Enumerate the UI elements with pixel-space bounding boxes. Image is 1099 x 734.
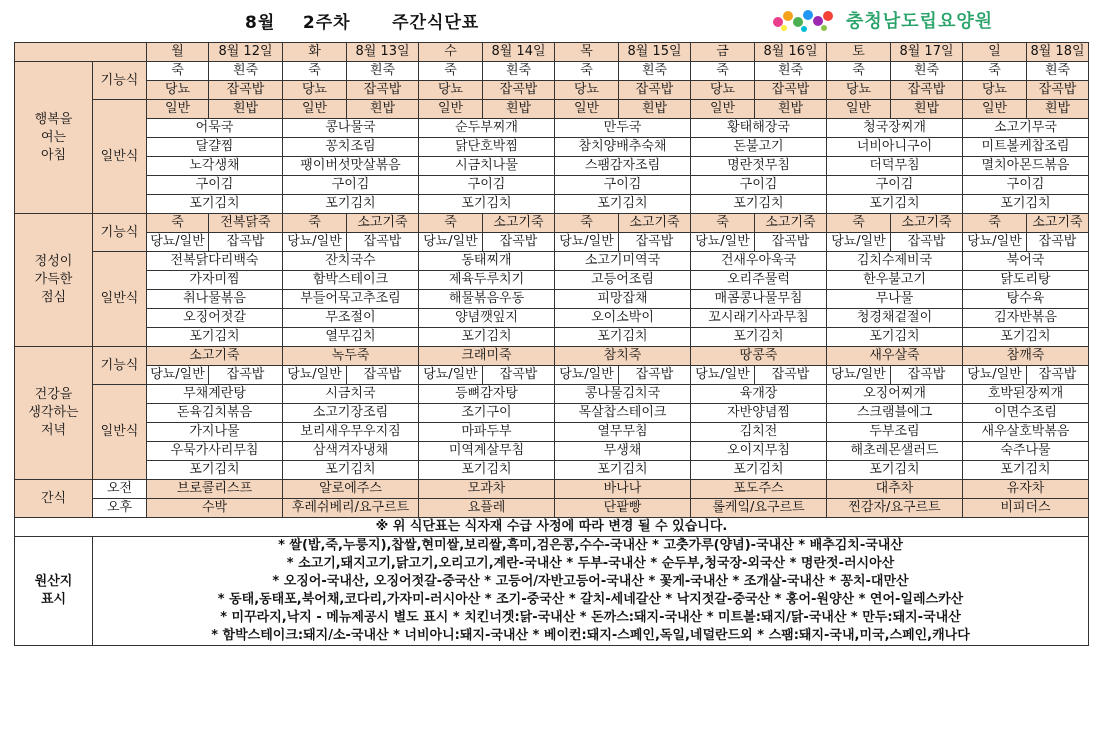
menu-item: 멸치아몬드볶음 <box>963 157 1089 176</box>
menu-item: 고등어조림 <box>555 271 691 290</box>
menu-item: 포기김치 <box>963 328 1089 347</box>
porridge-type: 전복닭죽 <box>209 214 283 233</box>
change-notice: ※ 위 식단표는 식자재 수급 사정에 따라 변경 될 수 있습니다. <box>15 518 1089 537</box>
menu-item: 삼색겨자냉채 <box>283 442 419 461</box>
menu-item: 피망잡채 <box>555 290 691 309</box>
rice-type: 잡곡밥 <box>209 81 283 100</box>
rice-type: 잡곡밥 <box>347 366 419 385</box>
cell-line: 표시 <box>40 592 67 607</box>
day-date: 8월 14일 <box>483 43 555 62</box>
porridge-type: 죽 <box>283 214 347 233</box>
menu-item: 무채계란탕 <box>147 385 283 404</box>
menu-item: 미역계살무침 <box>419 442 555 461</box>
cell-line: 행복을 <box>34 111 73 127</box>
menu-item: 닭단호박찜 <box>419 138 555 157</box>
porridge-type: 흰죽 <box>209 62 283 81</box>
porridge-type: 죽 <box>419 62 483 81</box>
diet-type: 당뇨 <box>827 81 891 100</box>
porridge-type: 죽 <box>691 214 755 233</box>
gen-label: 일반식 <box>93 100 147 214</box>
diet-type: 당뇨/일반 <box>419 366 483 385</box>
menu-item: 호박된장찌개 <box>963 385 1089 404</box>
menu-item: 탕수육 <box>963 290 1089 309</box>
porridge-type: 흰죽 <box>619 62 691 81</box>
cell-line: * 함박스테이크:돼지/소-국내산 * 너비아니:돼지-국내산 * 베이컨:돼지-스페인,독일,네덜란드외 * 스팸:돼지-국내,미국,스페인,캐나다 <box>211 628 970 643</box>
rice-type: 잡곡밥 <box>483 366 555 385</box>
menu-item: 이면수조림 <box>963 404 1089 423</box>
section-dinner-label <box>15 347 93 480</box>
menu-item: 함박스테이크 <box>283 271 419 290</box>
snack-item: 후레쉬베리/요구르트 <box>283 499 419 518</box>
menu-item: 무나물 <box>827 290 963 309</box>
page-title: 8월 2주차 주간식단표 <box>245 13 480 33</box>
menu-item: 돈불고기 <box>691 138 827 157</box>
menu-item: 순두부찌개 <box>419 119 555 138</box>
menu-item: 육개장 <box>691 385 827 404</box>
menu-item: 오이소박이 <box>555 309 691 328</box>
menu-item: 포기김치 <box>147 461 283 480</box>
snack-item: 요플레 <box>419 499 555 518</box>
menu-item: 건새우아욱국 <box>691 252 827 271</box>
diet-type: 일반 <box>283 100 347 119</box>
cell-line: 원산지 <box>34 574 73 589</box>
diet-type: 당뇨/일반 <box>147 366 209 385</box>
menu-item: 청국장찌개 <box>827 119 963 138</box>
snack-item: 롤케잌/요구르트 <box>691 499 827 518</box>
porridge-type: 죽 <box>555 62 619 81</box>
section-lunch-label <box>15 214 93 347</box>
porridge-type: 죽 <box>555 214 619 233</box>
menu-item: 포기김치 <box>827 328 963 347</box>
menu-item: 부들어묵고추조림 <box>283 290 419 309</box>
menu-item: 포기김치 <box>691 195 827 214</box>
menu-item: 스팸감자조림 <box>555 157 691 176</box>
origin-label <box>15 537 93 646</box>
day-date: 8월 16일 <box>755 43 827 62</box>
menu-item: 포기김치 <box>691 461 827 480</box>
menu-item: 구이김 <box>827 176 963 195</box>
diet-type: 일반 <box>555 100 619 119</box>
diet-type: 당뇨/일반 <box>419 233 483 252</box>
menu-item: 콩나물국 <box>283 119 419 138</box>
cell-line: 건강을 <box>34 387 73 402</box>
menu-item: 꽁치조림 <box>283 138 419 157</box>
menu-item: 포기김치 <box>555 195 691 214</box>
menu-item: 포기김치 <box>691 328 827 347</box>
porridge-type: 참깨죽 <box>963 347 1089 366</box>
snack-am-label: 오전 <box>93 480 147 499</box>
porridge-type: 소고기죽 <box>619 214 691 233</box>
rice-type: 잡곡밥 <box>483 233 555 252</box>
cell-line: 여는 <box>40 129 67 145</box>
menu-item: 포기김치 <box>827 195 963 214</box>
porridge-type: 소고기죽 <box>347 214 419 233</box>
rice-type: 잡곡밥 <box>755 81 827 100</box>
menu-item: 너비아니구이 <box>827 138 963 157</box>
rice-type: 잡곡밥 <box>891 366 963 385</box>
porridge-type: 소고기죽 <box>755 214 827 233</box>
menu-item: 포기김치 <box>419 328 555 347</box>
day-date: 8월 17일 <box>891 43 963 62</box>
func-label: 기능식 <box>93 62 147 100</box>
diet-type: 당뇨 <box>283 81 347 100</box>
menu-item: 청경채겉절이 <box>827 309 963 328</box>
rice-type: 잡곡밥 <box>347 81 419 100</box>
menu-item: 포기김치 <box>283 461 419 480</box>
diet-type: 당뇨/일반 <box>691 366 755 385</box>
day-date: 8월 18일 <box>1027 43 1089 62</box>
diet-type: 당뇨/일반 <box>963 233 1027 252</box>
rice-type: 잡곡밥 <box>755 233 827 252</box>
menu-item: 소고기장조림 <box>283 404 419 423</box>
porridge-type: 죽 <box>691 62 755 81</box>
porridge-type: 죽 <box>147 62 209 81</box>
porridge-type: 죽 <box>963 214 1027 233</box>
menu-item: 자반양념찜 <box>691 404 827 423</box>
cell-line: * 소고기,돼지고기,닭고기,오리고기,계란-국내산 * 두부-국내산 * 순두부,청국장-외국산 * 명란젓-러시아산 <box>286 556 895 571</box>
day-name: 화 <box>283 43 347 62</box>
menu-item: 포기김치 <box>147 195 283 214</box>
snack-item: 대추차 <box>827 480 963 499</box>
rice-type: 흰밥 <box>891 100 963 119</box>
porridge-type: 죽 <box>419 214 483 233</box>
diet-type: 당뇨 <box>419 81 483 100</box>
menu-item: 팽이버섯맛살볶음 <box>283 157 419 176</box>
snack-item: 유자차 <box>963 480 1089 499</box>
menu-table <box>14 42 1089 646</box>
menu-item: 콩나물김치국 <box>555 385 691 404</box>
menu-item: 한우불고기 <box>827 271 963 290</box>
snack-item: 수박 <box>147 499 283 518</box>
day-date: 8월 12일 <box>209 43 283 62</box>
menu-item: 포기김치 <box>963 461 1089 480</box>
menu-item: 취나물볶음 <box>147 290 283 309</box>
menu-item: 소고기무국 <box>963 119 1089 138</box>
diet-type: 당뇨/일반 <box>963 366 1027 385</box>
rice-type: 잡곡밥 <box>347 233 419 252</box>
menu-item: 열무무침 <box>555 423 691 442</box>
section-breakfast-label <box>15 62 93 214</box>
menu-item: 닭도리탕 <box>963 271 1089 290</box>
page-header <box>0 0 1099 42</box>
menu-item: 김치수제비국 <box>827 252 963 271</box>
menu-item: 등뼈감자탕 <box>419 385 555 404</box>
func-label: 기능식 <box>93 214 147 252</box>
diet-type: 일반 <box>419 100 483 119</box>
menu-item: 숙주나물 <box>963 442 1089 461</box>
porridge-type: 흰죽 <box>891 62 963 81</box>
porridge-type: 죽 <box>827 62 891 81</box>
menu-item: 포기김치 <box>419 195 555 214</box>
porridge-type: 크래미죽 <box>419 347 555 366</box>
porridge-type: 흰죽 <box>755 62 827 81</box>
diet-type: 당뇨 <box>147 81 209 100</box>
snack-pm-label: 오후 <box>93 499 147 518</box>
cell-line: 가득한 <box>34 272 73 287</box>
origin-list <box>93 537 1089 646</box>
menu-item: 포기김치 <box>555 461 691 480</box>
rice-type: 잡곡밥 <box>1027 81 1089 100</box>
menu-item: 더덕무침 <box>827 157 963 176</box>
menu-item: 오이지무침 <box>691 442 827 461</box>
cell-line: 정성이 <box>34 254 73 269</box>
porridge-type: 죽 <box>283 62 347 81</box>
menu-item: 해물볶음우동 <box>419 290 555 309</box>
menu-item: 오징어찌개 <box>827 385 963 404</box>
section-snack-label: 간식 <box>15 480 93 518</box>
menu-item: 황태해장국 <box>691 119 827 138</box>
menu-item: 포기김치 <box>555 328 691 347</box>
menu-item: 포기김치 <box>283 195 419 214</box>
menu-item: 제육두루치기 <box>419 271 555 290</box>
menu-item: 두부조림 <box>827 423 963 442</box>
porridge-type: 죽 <box>827 214 891 233</box>
menu-item: 포기김치 <box>827 461 963 480</box>
rice-type: 잡곡밥 <box>891 81 963 100</box>
menu-item: 돈육김치볶음 <box>147 404 283 423</box>
diet-type: 당뇨/일반 <box>691 233 755 252</box>
menu-item: 포기김치 <box>147 328 283 347</box>
cell-line: 저녁 <box>40 423 67 438</box>
cell-line: 점심 <box>40 290 67 305</box>
day-name: 월 <box>147 43 209 62</box>
rice-type: 흰밥 <box>619 100 691 119</box>
day-name: 목 <box>555 43 619 62</box>
menu-item: 해초레몬샐러드 <box>827 442 963 461</box>
snack-item: 포도주스 <box>691 480 827 499</box>
menu-item: 만두국 <box>555 119 691 138</box>
menu-item: 잔치국수 <box>283 252 419 271</box>
diet-type: 당뇨/일반 <box>283 366 347 385</box>
rice-type: 잡곡밥 <box>1027 366 1089 385</box>
menu-item: 새우살호박볶음 <box>963 423 1089 442</box>
snack-item: 찐감자/요구르트 <box>827 499 963 518</box>
menu-item: 매콤콩나물무침 <box>691 290 827 309</box>
rice-type: 흰밥 <box>1027 100 1089 119</box>
porridge-type: 소고기죽 <box>891 214 963 233</box>
menu-item: 스크램블에그 <box>827 404 963 423</box>
func-label: 기능식 <box>93 347 147 385</box>
menu-item: 오리주물럭 <box>691 271 827 290</box>
rice-type: 잡곡밥 <box>1027 233 1089 252</box>
menu-item: 가지나물 <box>147 423 283 442</box>
cell-line: * 동태,동태포,북어채,코다리,가자미-러시아산 * 조기-중국산 * 갈치-세네갈산 * 낙지젓갈-중국산 * 홍어-원양산 * 연어-일레스카산 <box>217 592 964 607</box>
menu-item: 양념깻잎지 <box>419 309 555 328</box>
menu-item: 무생채 <box>555 442 691 461</box>
menu-item: 마파두부 <box>419 423 555 442</box>
menu-item: 김자반볶음 <box>963 309 1089 328</box>
gen-label: 일반식 <box>93 252 147 347</box>
porridge-type: 녹두죽 <box>283 347 419 366</box>
snack-item: 브로콜리스프 <box>147 480 283 499</box>
menu-item: 김치전 <box>691 423 827 442</box>
snack-item: 바나나 <box>555 480 691 499</box>
menu-item: 무조절이 <box>283 309 419 328</box>
rice-type: 잡곡밥 <box>619 233 691 252</box>
menu-item: 오징어젓갈 <box>147 309 283 328</box>
diet-type: 당뇨 <box>963 81 1027 100</box>
rice-type: 흰밥 <box>209 100 283 119</box>
menu-item: 구이김 <box>419 176 555 195</box>
snack-item: 알로에주스 <box>283 480 419 499</box>
menu-item: 북어국 <box>963 252 1089 271</box>
menu-item: 가자미찜 <box>147 271 283 290</box>
menu-item: 포기김치 <box>419 461 555 480</box>
day-date: 8월 13일 <box>347 43 419 62</box>
diet-type: 일반 <box>691 100 755 119</box>
diet-type: 당뇨 <box>691 81 755 100</box>
rice-type: 잡곡밥 <box>483 81 555 100</box>
porridge-type: 흰죽 <box>483 62 555 81</box>
menu-item: 시금치나물 <box>419 157 555 176</box>
day-name: 금 <box>691 43 755 62</box>
flower-logo-icon <box>770 6 840 34</box>
menu-item: 전복닭다리백숙 <box>147 252 283 271</box>
menu-item: 어묵국 <box>147 119 283 138</box>
menu-item: 조기구이 <box>419 404 555 423</box>
logo-text: 충청남도립요양원 <box>846 11 994 32</box>
menu-item: 구이김 <box>555 176 691 195</box>
porridge-type: 참치죽 <box>555 347 691 366</box>
porridge-type: 새우살죽 <box>827 347 963 366</box>
cell-line: 아침 <box>40 147 67 163</box>
menu-item: 포기김치 <box>963 195 1089 214</box>
porridge-type: 죽 <box>963 62 1027 81</box>
snack-item: 단팥빵 <box>555 499 691 518</box>
day-name: 토 <box>827 43 891 62</box>
diet-type: 일반 <box>827 100 891 119</box>
snack-item: 모과차 <box>419 480 555 499</box>
menu-item: 꼬시래기사과무침 <box>691 309 827 328</box>
porridge-type: 흰죽 <box>347 62 419 81</box>
diet-type: 당뇨/일반 <box>827 233 891 252</box>
diet-type: 당뇨/일반 <box>555 233 619 252</box>
rice-type: 잡곡밥 <box>891 233 963 252</box>
menu-item: 구이김 <box>691 176 827 195</box>
day-header-row <box>15 43 1089 62</box>
diet-type: 당뇨/일반 <box>827 366 891 385</box>
day-date: 8월 15일 <box>619 43 691 62</box>
rice-type: 흰밥 <box>755 100 827 119</box>
menu-item: 명란젓무침 <box>691 157 827 176</box>
day-name: 일 <box>963 43 1027 62</box>
cell-line: * 오징어-국내산, 오징어젓갈-중국산 * 고등어/자반고등어-국내산 * 꽃게-국내산 * 조개살-국내산 * 꽁치-대만산 <box>272 574 909 589</box>
porridge-type: 소고기죽 <box>147 347 283 366</box>
diet-type: 일반 <box>963 100 1027 119</box>
diet-type: 당뇨 <box>555 81 619 100</box>
porridge-type: 죽 <box>147 214 209 233</box>
menu-item: 동태찌개 <box>419 252 555 271</box>
rice-type: 잡곡밥 <box>209 233 283 252</box>
snack-item: 비피더스 <box>963 499 1089 518</box>
porridge-type: 흰죽 <box>1027 62 1089 81</box>
diet-type: 당뇨/일반 <box>283 233 347 252</box>
cell-line: * 미꾸라지,낙지 - 메뉴제공시 별도 표시 * 치킨너겟:닭-국내산 * 돈까스:돼지-국내산 * 미트볼:돼지/닭-국내산 * 만두:돼지-국내산 <box>220 610 961 625</box>
menu-item: 미트볼케찹조림 <box>963 138 1089 157</box>
porridge-type: 소고기죽 <box>1027 214 1089 233</box>
cell-line: 생각하는 <box>28 405 79 420</box>
logo <box>770 6 993 34</box>
rice-type: 잡곡밥 <box>619 366 691 385</box>
diet-type: 일반 <box>147 100 209 119</box>
rice-type: 잡곡밥 <box>619 81 691 100</box>
menu-item: 우묵가사리무침 <box>147 442 283 461</box>
gen-label: 일반식 <box>93 385 147 480</box>
menu-item: 구이김 <box>963 176 1089 195</box>
diet-type: 당뇨/일반 <box>147 233 209 252</box>
menu-item: 참치양배추숙채 <box>555 138 691 157</box>
corner-cell <box>15 43 147 62</box>
menu-item: 구이김 <box>147 176 283 195</box>
menu-item: 구이김 <box>283 176 419 195</box>
rice-type: 흰밥 <box>483 100 555 119</box>
menu-item: 시금치국 <box>283 385 419 404</box>
cell-line: * 쌀(밥,죽,누룽지),찹쌀,현미쌀,보리쌀,흑미,검은콩,수수-국내산 * 고춧가루(양념)-국내산 * 배추김치-국내산 <box>278 538 903 553</box>
menu-item: 열무김치 <box>283 328 419 347</box>
porridge-type: 땅콩죽 <box>691 347 827 366</box>
porridge-type: 소고기죽 <box>483 214 555 233</box>
menu-item: 노각생채 <box>147 157 283 176</box>
menu-item: 달걀찜 <box>147 138 283 157</box>
menu-item: 보리새우무우지짐 <box>283 423 419 442</box>
day-name: 수 <box>419 43 483 62</box>
diet-type: 당뇨/일반 <box>555 366 619 385</box>
menu-item: 목살찹스테이크 <box>555 404 691 423</box>
menu-item: 소고기미역국 <box>555 252 691 271</box>
rice-type: 잡곡밥 <box>755 366 827 385</box>
rice-type: 흰밥 <box>347 100 419 119</box>
rice-type: 잡곡밥 <box>209 366 283 385</box>
